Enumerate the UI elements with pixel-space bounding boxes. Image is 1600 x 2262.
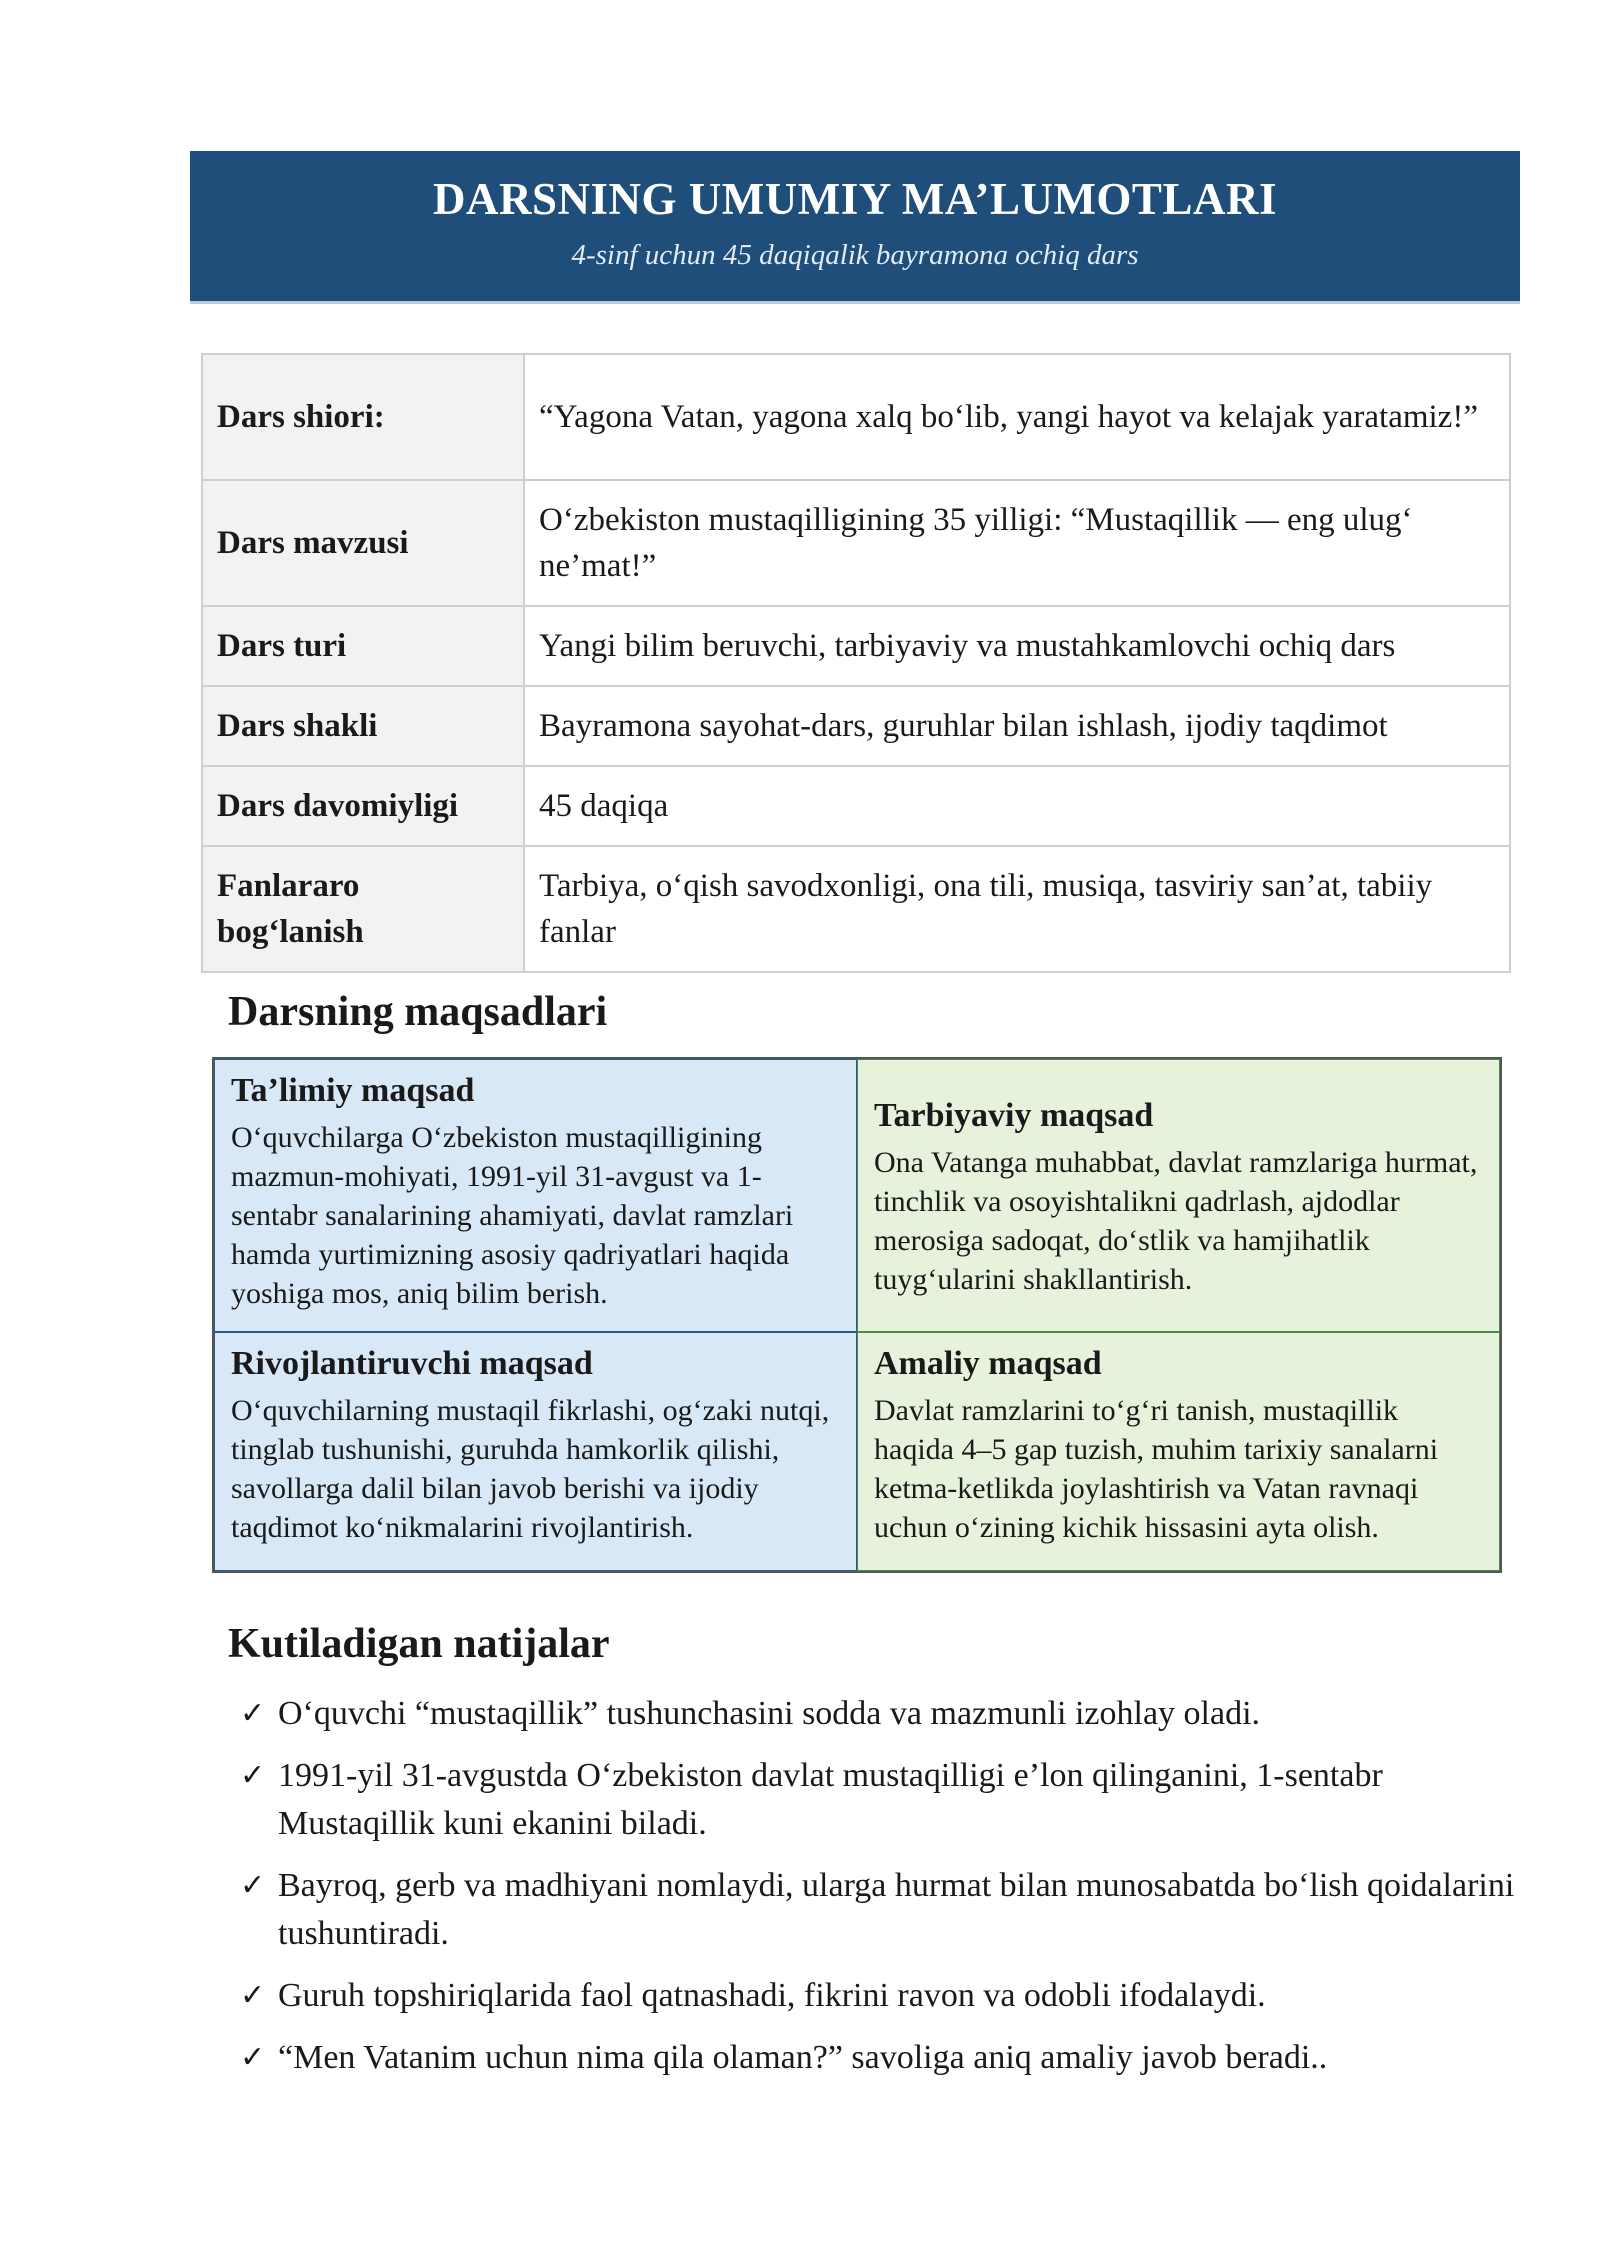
checkmark-icon: ✓	[240, 1696, 266, 1731]
goal-card-amaliy	[857, 1332, 1500, 1571]
goal-card-tarbiyaviy	[857, 1059, 1500, 1332]
results-heading: Kutiladigan natijalar	[228, 1621, 610, 1667]
info-value: “Yagona Vatan, yagona xalq bo‘lib, yangi hayot va kelajak yaratamiz!”	[524, 354, 1510, 480]
info-value: Yangi bilim beruvchi, tarbiyaviy va mustahkamlovchi ochiq dars	[524, 606, 1510, 686]
info-label: Dars shakli	[202, 686, 524, 766]
info-row-shakli	[202, 686, 1510, 766]
goal-title: Tarbiyaviy maqsad	[874, 1096, 1154, 1134]
list-item	[240, 1862, 1530, 1958]
info-value: 45 daqiqa	[524, 766, 1510, 846]
goal-title: Ta’limiy maqsad	[231, 1072, 475, 1109]
goals-heading: Darsning maqsadlari	[228, 989, 608, 1035]
goal-title: Amaliy maqsad	[874, 1345, 1102, 1382]
info-label: Dars davomiyligi	[202, 766, 524, 846]
goal-card-rivojlantiruvchi	[214, 1332, 857, 1571]
info-label: Dars shiori:	[202, 354, 524, 480]
results-list	[240, 1690, 1530, 2096]
header-title: DARSNING UMUMIY MA’LUMOTLARI	[433, 174, 1277, 224]
goal-text: O‘quvchilarning mustaqil fikrlashi, og‘zaki nutqi, tinglab tushunishi, guruhda hamkorlik qilishi, savollarga dalil bilan javob berishi va ijodiy taqdimot ko‘nikmalarini rivojlantirish.	[231, 1394, 830, 1544]
lesson-header	[190, 151, 1520, 304]
checkmark-icon: ✓	[240, 1868, 266, 1903]
list-item	[240, 1972, 1530, 2020]
info-value: O‘zbekiston mustaqilligining 35 yilligi: “Mustaqillik — eng ulug‘ ne’mat!”	[524, 480, 1510, 606]
checkmark-icon: ✓	[240, 2040, 266, 2075]
info-row-turi	[202, 606, 1510, 686]
checkmark-icon: ✓	[240, 1758, 266, 1793]
info-label: Dars mavzusi	[202, 480, 524, 606]
info-row-mavzu	[202, 480, 1510, 606]
result-text: “Men Vatanim uchun nima qila olaman?” savoliga aniq amaliy javob beradi..	[278, 2039, 1328, 2076]
goals-grid	[212, 1057, 1502, 1573]
result-text: 1991-yil 31-avgustda O‘zbekiston davlat mustaqilligi e’lon qilinganini, 1-sentabr Mustaqillik kuni ekanini biladi.	[278, 1757, 1383, 1842]
info-row-davomiylik	[202, 766, 1510, 846]
list-item	[240, 1752, 1530, 1848]
lesson-info-table	[201, 353, 1511, 973]
info-label: Fanlararo bog‘lanish	[202, 846, 524, 972]
info-row-fanlararo	[202, 846, 1510, 972]
header-subtitle: 4-sinf uchun 45 daqiqalik bayramona ochiq dars	[571, 239, 1139, 271]
goal-text: O‘quvchilarga O‘zbekiston mustaqilligining mazmun-mohiyati, 1991-yil 31-avgust va 1-sentabr sanalarining ahamiyati, davlat ramzlari hamda yurtimizning asosiy qadriyatlari haqida yoshiga mos, aniq bilim berish.	[231, 1121, 794, 1310]
result-text: Guruh topshiriqlarida faol qatnashadi, fikrini ravon va odobli ifodalaydi.	[278, 1977, 1266, 2014]
goal-text: Ona Vatanga muhabbat, davlat ramzlariga hurmat, tinchlik va osoyishtalikni qadrlash, ajdodlar merosiga sadoqat, do‘stlik va hamjihatlik tuyg‘ularini shakllantirish.	[874, 1145, 1478, 1296]
checkmark-icon: ✓	[240, 1978, 266, 2013]
goal-text: Davlat ramzlarini to‘g‘ri tanish, mustaqillik haqida 4–5 gap tuzish, muhim tarixiy sanalarni ketma-ketlikda joylashtirish va Vatan ravnaqi uchun o‘zining kichik hissasini ayta olish.	[874, 1394, 1439, 1544]
info-value: Bayramona sayohat-dars, guruhlar bilan ishlash, ijodiy taqdimot	[524, 686, 1510, 766]
result-text: O‘quvchi “mustaqillik” tushunchasini sodda va mazmunli izohlay oladi.	[278, 1695, 1261, 1732]
goal-card-talimiy	[214, 1059, 857, 1332]
list-item	[240, 1690, 1530, 1738]
list-item	[240, 2034, 1530, 2082]
goal-title: Rivojlantiruvchi maqsad	[231, 1345, 593, 1382]
result-text: Bayroq, gerb va madhiyani nomlaydi, ularga hurmat bilan munosabatda bo‘lish qoidalarini tushuntiradi.	[278, 1867, 1515, 1952]
info-label: Dars turi	[202, 606, 524, 686]
info-value: Tarbiya, o‘qish savodxonligi, ona tili, musiqa, tasviriy san’at, tabiiy fanlar	[524, 846, 1510, 972]
info-row-shior	[202, 354, 1510, 480]
